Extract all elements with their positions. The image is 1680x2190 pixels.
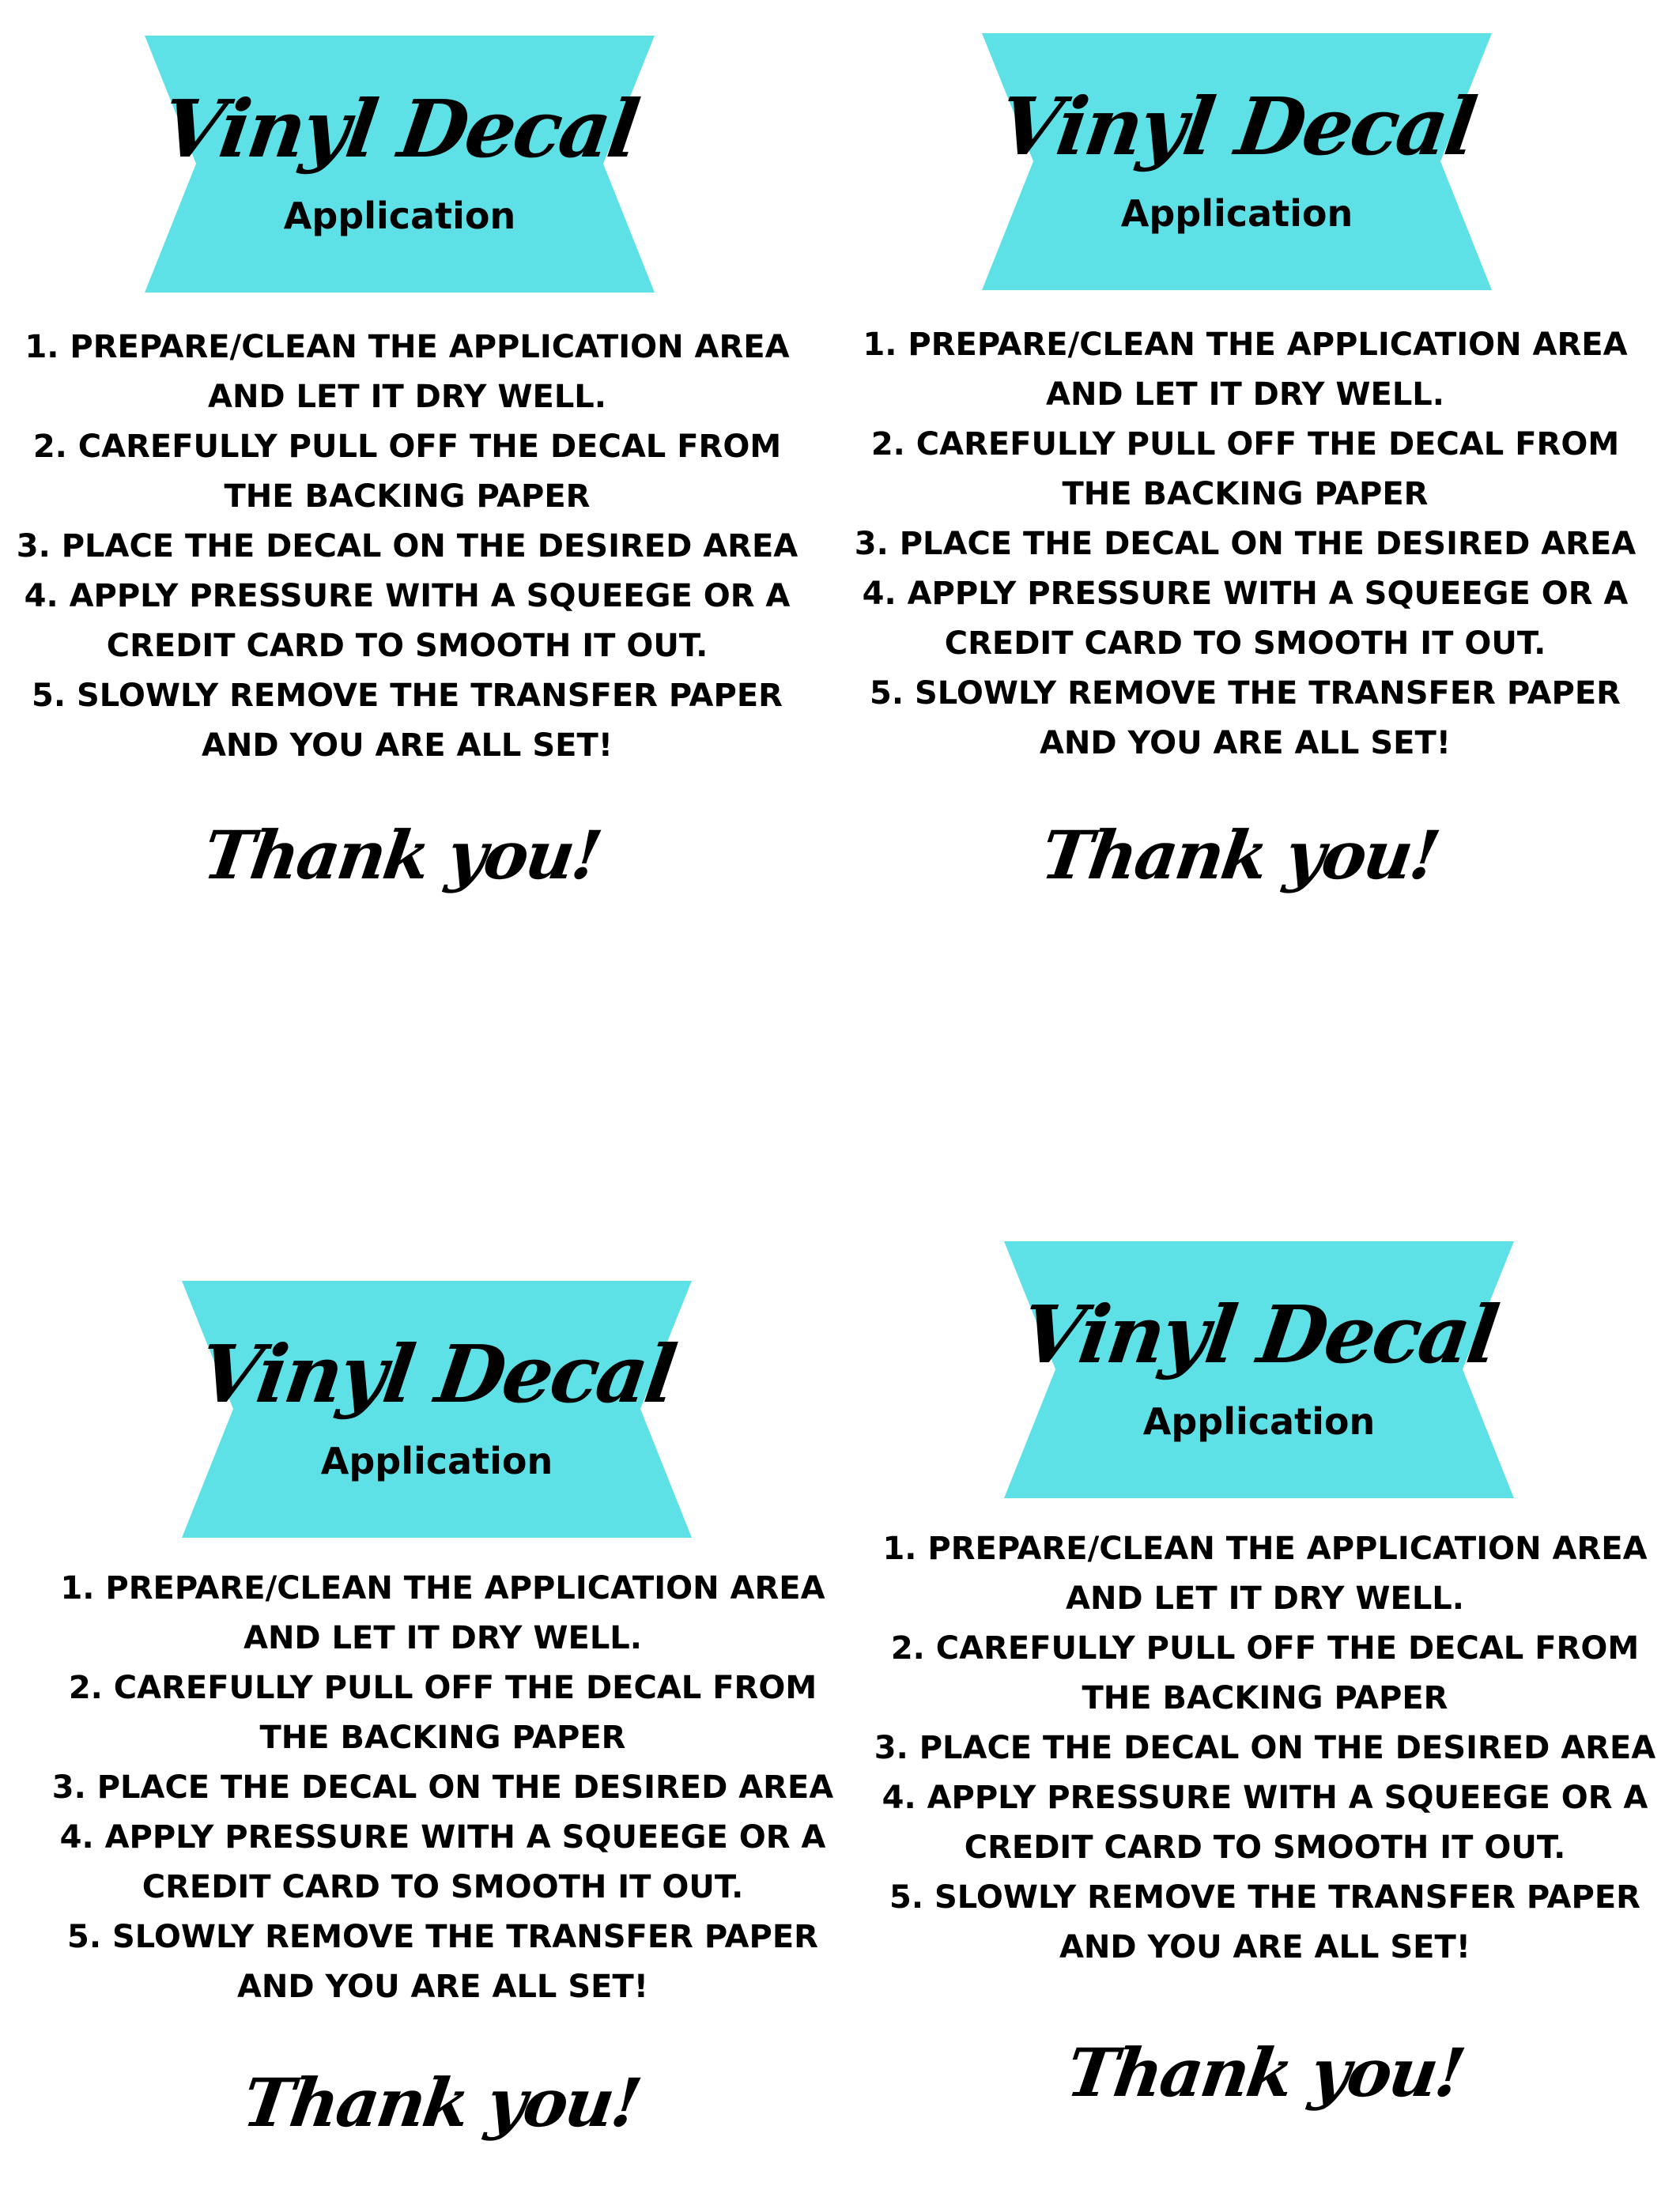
step-line: 1. PREPARE/CLEAN THE APPLICATION AREA [882,1531,1648,1567]
banner-title: Vinyl Decal [1015,1288,1503,1381]
step-line: AND LET IT DRY WELL. [243,1620,642,1656]
step-line: 3. PLACE THE DECAL ON THE DESIRED AREA [874,1730,1656,1766]
step-line: 1. PREPARE/CLEAN THE APPLICATION AREA [863,327,1628,363]
thank-you-text: Thank you! [238,2064,644,2142]
step-line: 4. APPLY PRESSURE WITH A SQUEEGE OR A [862,576,1629,612]
title-banner [145,36,655,293]
step-line: CREDIT CARD TO SMOOTH IT OUT. [106,628,708,664]
banner-subtitle: Application [1142,1400,1376,1443]
step-line: 4. APPLY PRESSURE WITH A SQUEEGE OR A [882,1780,1648,1816]
step-line: AND LET IT DRY WELL. [207,379,606,415]
step-line: 3. PLACE THE DECAL ON THE DESIRED AREA [854,526,1637,562]
step-line: CREDIT CARD TO SMOOTH IT OUT. [944,625,1546,662]
step-line: 3. PLACE THE DECAL ON THE DESIRED AREA [51,1769,834,1806]
step-line: CREDIT CARD TO SMOOTH IT OUT. [964,1829,1566,1866]
step-line: 4. APPLY PRESSURE WITH A SQUEEGE OR A [59,1819,826,1856]
step-line: 5. SLOWLY REMOVE THE TRANSFER PAPER [32,678,783,714]
step-line: 1. PREPARE/CLEAN THE APPLICATION AREA [25,329,790,365]
step-line: AND YOU ARE ALL SET! [1039,725,1452,761]
instruction-steps [838,320,1652,768]
title-banner [1004,1241,1514,1498]
step-line: AND LET IT DRY WELL. [1045,376,1444,413]
banner-subtitle: Application [283,194,516,237]
thank-you-text: Thank you! [1036,816,1443,894]
decal-card-top-left [0,0,822,949]
step-line: 2. CAREFULLY PULL OFF THE DECAL FROM [870,426,1620,463]
step-line: 3. PLACE THE DECAL ON THE DESIRED AREA [16,528,798,564]
step-line: THE BACKING PAPER [1062,476,1429,512]
banner-subtitle: Application [1120,192,1353,235]
banner-title: Vinyl Decal [156,82,644,176]
banner-title: Vinyl Decal [193,1327,681,1421]
step-line: 4. APPLY PRESSURE WITH A SQUEEGE OR A [24,578,791,614]
step-line: CREDIT CARD TO SMOOTH IT OUT. [142,1869,744,1905]
step-line: AND YOU ARE ALL SET! [236,1969,649,2005]
step-line: AND YOU ARE ALL SET! [201,727,613,764]
step-line: THE BACKING PAPER [224,478,591,515]
step-line: AND YOU ARE ALL SET! [1059,1929,1471,1965]
instruction-steps [0,323,814,771]
banner-title: Vinyl Decal [993,80,1481,173]
step-line: 2. CAREFULLY PULL OFF THE DECAL FROM [68,1670,817,1706]
step-line: THE BACKING PAPER [1082,1680,1448,1716]
step-line: AND LET IT DRY WELL. [1065,1580,1464,1617]
decal-card-bottom-left [32,1241,854,2190]
step-line: 5. SLOWLY REMOVE THE TRANSFER PAPER [870,675,1621,712]
step-line: 2. CAREFULLY PULL OFF THE DECAL FROM [890,1630,1640,1667]
step-line: 5. SLOWLY REMOVE THE TRANSFER PAPER [889,1879,1640,1916]
instruction-steps [858,1524,1672,1973]
step-line: 2. CAREFULLY PULL OFF THE DECAL FROM [32,429,782,465]
thank-you-text: Thank you! [198,816,605,894]
decal-card-bottom-right [858,1202,1680,2150]
step-line: THE BACKING PAPER [259,1720,626,1756]
instruction-steps [36,1564,850,2012]
title-banner [982,33,1492,290]
step-line: 1. PREPARE/CLEAN THE APPLICATION AREA [60,1570,825,1607]
title-banner [182,1281,692,1538]
thank-you-text: Thank you! [1062,2033,1468,2112]
step-line: 5. SLOWLY REMOVE THE TRANSFER PAPER [67,1919,818,1955]
banner-subtitle: Application [320,1440,553,1482]
decal-card-top-right [838,0,1660,949]
